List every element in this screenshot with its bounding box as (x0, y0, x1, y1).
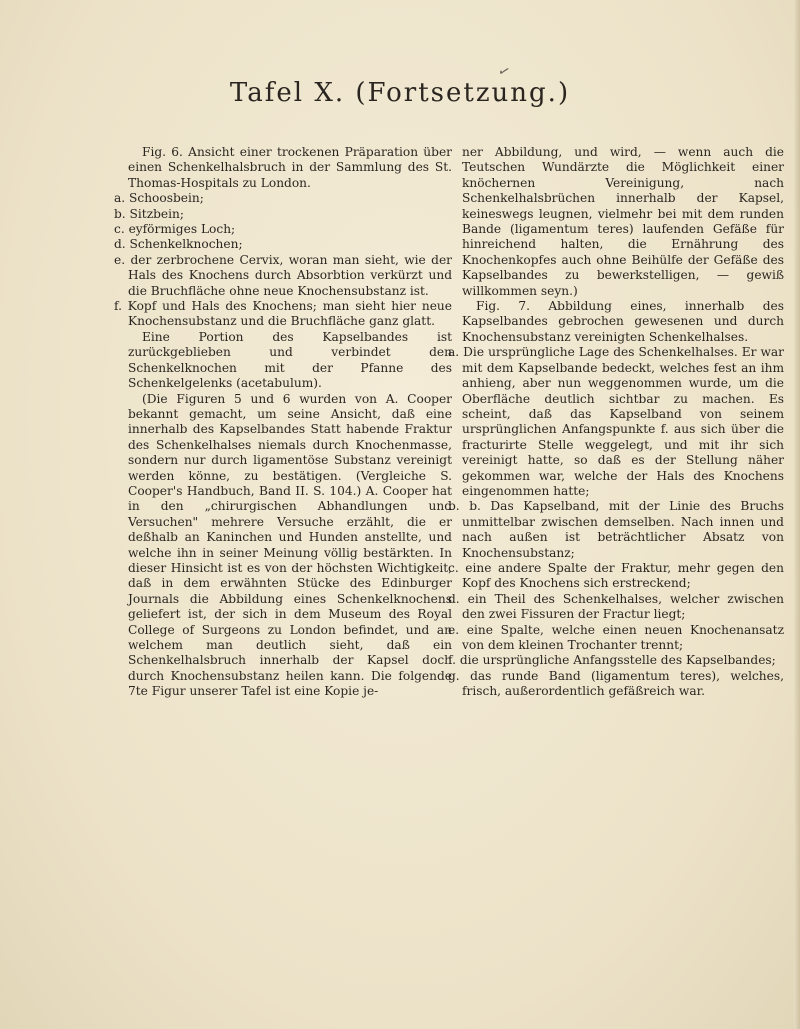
fig6-item-f: f. Kopf und Hals des Knochens; man sieht hier neue Knochensubstanz und die Bruchfläche ganz glatt. (114, 299, 452, 329)
page-header (0, 78, 800, 108)
fig6-caption: Fig. 6. Ansicht einer trockenen Präparation über einen Schenkelhalsbruch in der Sammlung des St. Thomas-Hospitals zu London. (128, 145, 452, 190)
fig7-item-e: e. eine Spalte, welche einen neuen Knochenansatz von dem kleinen Trochanter trennt; (448, 622, 784, 652)
fig6-item-b: b. Sitzbein; (114, 206, 184, 221)
fig6-item-e: e. der zerbrochene Cervix, woran man sieht, wie der Hals des Knochens durch Absorbtion verkürzt und die Bruchfläche ohne neue Knochensubstanz ist. (114, 252, 452, 298)
right-column (448, 145, 784, 700)
fig7-item-f: f. die ursprüngliche Anfangsstelle des Kapselbandes; (448, 653, 776, 668)
fig6-item-d: d. Schenkelknochen; (114, 237, 243, 252)
fig7-item-b: b. b. Das Kapselband, mit der Linie des Bruchs unmittelbar zwischen demselben. Nach innen und nach außen ist beträchtlicher Absatz von Knochensubstanz; (448, 499, 784, 560)
fig7-item-g: g. das runde Band (ligamentum teres), welches, frisch, außerordentlich gefäßreich war. (448, 668, 784, 699)
fig7-caption: Fig. 7. Abbildung eines, innerhalb des Kapselbandes gebrochen gewesenen und durch Knochensubstanz vereinigten Schenkelhalses. (462, 299, 784, 344)
page-edge-shadow (794, 0, 800, 1029)
fig7-item-d: d. ein Theil des Schenkelhalses, welcher zwischen den zwei Fissuren der Fractur liegt; (448, 591, 784, 622)
fig6-capsule-note: Eine Portion des Kapselbandes ist zurückgeblieben und verbindet den Schenkelknochen mit der Pfanne des Schenkelgelenks (acetabulum). (128, 329, 452, 391)
plate-title: Tafel X. (229, 78, 346, 108)
cooper-note-continued: ner Abbildung, und wird, — wenn auch die Teutschen Wundärzte die Möglichkeit einer knöchernen Vereinigung, nach Schenkelhalsbrüchen innerhalb der Kapsel, keineswegs leugnen, vielmehr bei mit dem runden Bande (ligamentum teres) laufenden Gefäße für hinreichend halten, die Ernährung des Knochenkopfes auch ohne Beihülfe der Gefäße des Kapselbandes zu bewerkstelligen, — gewiß willkommen seyn.) (462, 145, 784, 298)
pencil-check-mark: ✓ (495, 62, 513, 82)
fig7-item-a: a. Die ursprüngliche Lage des Schenkelhalses. Er war mit dem Kapselbande bedeckt, welches fest an ihm anhieng, aber nun weggenommen wurde, um die Oberfläche deutlich sichtbar zu machen. Es scheint, daß das Kapselband von seinem ursprünglichen Anfangspunkte f. aus sich über die fracturirte Stelle weggelegt, und mit ihr sich vereinigt hatte, so daß es der Stellung näher gekommen war, welche der Hals des Knochens eingenommen hatte; (448, 345, 784, 498)
cooper-note: (Die Figuren 5 und 6 wurden von A. Cooper bekannt gemacht, um seine Ansicht, daß eine innerhalb des Kapselbandes Statt habende Fraktur des Schenkelhalses niemals durch Knochenmasse, sondern nur durch ligamentöse Substanz vereinigt werden könne, zu bestätigen. (Vergleiche S. Cooper's Handbuch, Band II. S. 104.) A. Cooper hat in den „chirurgischen Abhandlungen und Versuchen" mehrere Versuche erzählt, die er deßhalb an Kaninchen und Hunden anstellte, und welche ihn in seiner Meinung völlig bestärkten. In dieser Hinsicht ist es von der höchsten Wichtigkeit, daß in dem erwähnten Stücke des Edinburger Journals die Abbildung eines Schenkelknochens geliefert ist, der sich in dem Museum des Royal College of Surgeons zu London befindet, und an welchem man deutlich sieht, daß ein Schenkelhalsbruch innerhalb der Kapsel doch durch Knochensubstanz heilen kann. Die folgende 7te Figur unserer Tafel ist eine Kopie je- (128, 391, 452, 699)
left-column (114, 145, 452, 700)
plate-continuation: (Fortsetzung.) (355, 78, 571, 108)
fig6-item-c: c. eyförmiges Loch; (114, 222, 236, 237)
fig6-item-a: a. Schoosbein; (114, 191, 204, 206)
fig7-item-c: c. eine andere Spalte der Fraktur, mehr gegen den Kopf des Knochens sich erstreckend; (448, 560, 784, 591)
